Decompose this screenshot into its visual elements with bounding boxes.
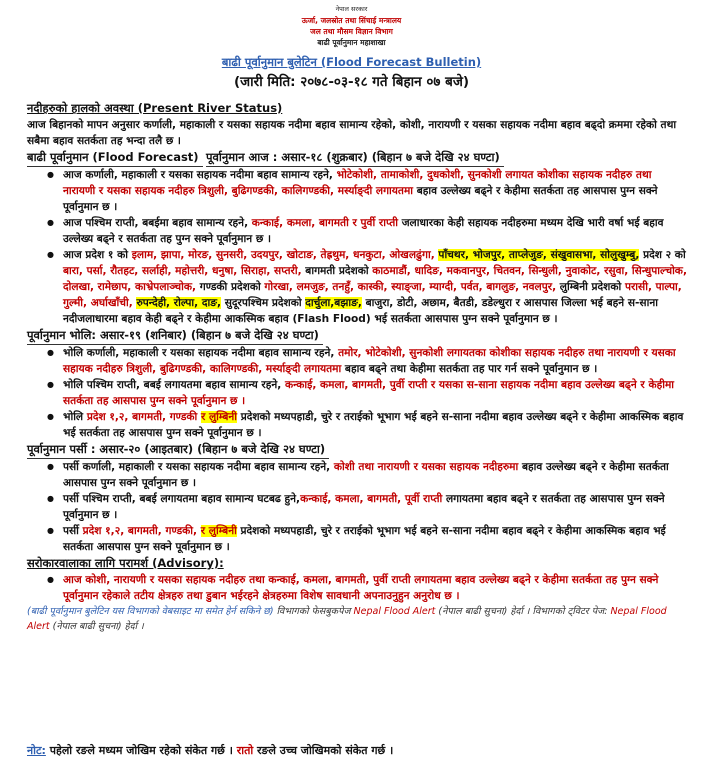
twitter-page-link[interactable]: Nepal Flood Alert xyxy=(27,606,667,632)
today-list xyxy=(27,167,687,327)
river-status-text: आज बिहानको मापन अनुसार कर्णाली, महाकाली र यसका सहायक नदीमा बहाव सामान्य रहेको, कोशी, नारायणी र यसका सहायक नदीमा बहाव बढ्दो क्रममा रहेको तथा सबैमा बहाव सतर्कता तह भन्दा तलै छ । xyxy=(27,119,677,147)
tomorrow-heading: पूर्वानुमान भोलि: असार-१९ (शनिबार) (बिहान ७ बजे देखि २४ घण्टा) xyxy=(27,327,323,345)
note-label: नोट: xyxy=(27,744,46,757)
list-item: ● पर्सी पश्चिम राप्ती, बबई लगायतमा बहाव सामान्य घटबढ हुने,कन्काई, कमला, बागमती, पूर्वी राप्ती लगायतमा बहाव बढ्ने र सतर्कता तह आसपास पुग्न सक्ने पूर्वानुमान छ । xyxy=(27,491,687,523)
issue-date: (जारी मिति: २०७८-०३-१८ गते बिहान ०७ बजे) xyxy=(233,74,470,90)
list-item: ● भोलि प्रदेश १,२, बागमती, गण्डकी र लुम्बिनी प्रदेशको मध्यपहाडी, चुरे र तराईको भूभाग भई बहने स-साना नदीमा बहाव उल्लेख्य बढ्ने र केहीमा आकस्मिक बहाव भई सतर्कता तह आसपास पुग्न सक्ने पूर्वानुमान छ । xyxy=(27,409,687,441)
list-item: ● पर्सी कर्णाली, महाकाली र यसका सहायक नदीमा बहाव सामान्य रहने, कोशी तथा नारायणी र यसका सहायक नदीहरुमा बहाव उल्लेख्य बढ्ने र केहीमा सतर्कता आसपास पुग्न सक्ने पूर्वानुमान छ । xyxy=(27,459,687,491)
facebook-page-link[interactable]: Nepal Flood Alert xyxy=(353,606,436,617)
river-status-heading: नदीहरुको हालको अवस्था (Present River Status) xyxy=(27,101,283,115)
ministry-line: ऊर्जा, जलस्रोत तथा सिंचाई मन्त्रालय xyxy=(301,16,402,25)
advisory-heading: सरोकारवालाका लागि परामर्श (Advisory): xyxy=(27,556,224,570)
highlight-yellow: र लुम्बिनी xyxy=(200,411,237,423)
tomorrow-list xyxy=(27,345,687,441)
bulletin-title: बाढी पूर्वानुमान बुलेटिन (Flood Forecast Bulletin) xyxy=(221,55,482,69)
division-line: बाढी पूर्वानुमान महाशाखा xyxy=(317,38,386,47)
website-note: (बाढी पूर्वानुमान बुलेटिन यस विभागको वेबसाइट मा समेत हेर्न सकिने छ) विभागको फेसबुकपेज Nepal Flood Alert (नेपाल बाढी सुचना) हेर्दा । विभागको ट्विटर पेज: Nepal Flood Alert (नेपाल बाढी सुचना) हेर्दा । xyxy=(27,606,667,632)
letterhead xyxy=(0,4,703,48)
list-item: ● आज पश्चिम राप्ती, बबईमा बहाव सामान्य रहने, कन्काई, कमला, बागमती र पुर्वी राप्ती जलाधारका केही सहायक नदीहरुमा मध्यम देखि भारी वर्षा भई बहाव उल्लेख्य बढ्ने र सतर्कता तह पुग्न सक्ने पूर्वानुमान छ । xyxy=(27,215,687,247)
advisory-list xyxy=(27,572,687,604)
list-item: ● आज प्रदेश १ को इलाम, झापा, मोरङ, सुनसरी, उदयपुर, खोटाङ, तेह्रथुम, धनकुटा, ओखलढुंगा, पाँचथर, भोजपुर, ताप्लेजुङ, संखुवासभा, सोलुखुम्बु, प्रदेश २ को बारा, पर्सा, रौतहट, सर्लाही, महोत्तरी, धनुषा, सिराहा, सप्तरी, बागमती प्रदेशको काठमाडौं, धादिङ, मकवानपुर, चितवन, सिन्धुली, नुवाकोट, रसुवा, सिन्धुपाल्चोक, दोलखा, रामेछाप, काभ्रेपलाञ्चोक, गण्डकी प्रदेशको गोरखा, लमजुङ, तनहुँ, कास्की, स्याङ्जा, म्याग्दी, पर्वत, बागलुङ, नवलपुर, लुम्बिनी प्रदेशको परासी, पाल्पा, गुल्मी, अर्घाखाँची, रुपन्देही, रोल्पा, दाङ, सुदूरपश्चिम प्रदेशको दार्चुला,बझाङ, बाजुरा, डोटी, अछाम, बैतडी, डडेल्धुरा र आसपास जिल्ला भई बहने स-साना नदीजलाधारमा बहाव केही बढ्ने र केहीमा आकस्मिक बहाव (Flash Flood) भई सतर्कता आसपास पुग्न सक्ने पूर्वानुमान छ । xyxy=(27,247,687,327)
list-item: ● आज कर्णाली, महाकाली र यसका सहायक नदीमा बहाव सामान्य रहने, भोटेकोशी, तामाकोशी, दुधकोशी, सुनकोशी लगायत कोशीका सहायक नदीहरु तथा नारायणी र यसका सहायक नदीहरु त्रिशुली, बुढिगण्डकी, कालिगण्डकी, मर्स्याङ्दी लगायतमा बहाव उल्लेख्य बढ्ने र केहीमा सतर्कता तह आसपास पुग्न सक्ने पूर्वानुमान छ । xyxy=(27,167,687,215)
today-heading: पूर्वानुमान आज : असार-१८ (शुक्रबार) (बिहान ७ बजे देखि २४ घण्टा) xyxy=(206,149,504,167)
gov-line: नेपाल सरकार xyxy=(335,5,368,13)
highlight-yellow: र लुम्बिनी xyxy=(200,525,237,537)
highlight-yellow: रुपन्देही, रोल्पा, दाङ, xyxy=(136,297,222,309)
list-item: ● आज कोशी, नारायणी र यसका सहायक नदीहरु तथा कन्काई, कमला, बागमती, पुर्वी राप्ती लगायतमा बहाव उल्लेख्य बढ्ने र केहीमा सतर्कता तह पुग्न सक्ने पूर्वानुमान रहेकाले तटीय क्षेत्रहरु तथा डुबान भईरहने क्षेत्रहरुमा विशेष सावधानी अपनाउनुहुन अनुरोध छ । xyxy=(27,572,687,604)
highlight-yellow: दार्चुला,बझाङ, xyxy=(305,297,362,309)
footer-note: नोट: पहेलो रङले मध्यम जोखिम रहेको संकेत गर्छ । रातो रङले उच्च जोखिमको संकेत गर्छ । xyxy=(27,744,394,757)
dayafter-list xyxy=(27,459,687,555)
dayafter-heading: पूर्वानुमान पर्सी : असार-२० (आइतबार) (बिहान ७ बजे देखि २४ घण्टा) xyxy=(27,441,329,459)
forecast-heading: बाढी पूर्वानुमान (Flood Forecast) xyxy=(27,149,203,167)
department-line: जल तथा मौसम विज्ञान विभाग xyxy=(310,27,393,36)
list-item: ● भोलि कर्णाली, महाकाली र यसका सहायक नदीमा बहाव सामान्य रहने, तमोर, भोटेकोशी, सुनकोशी लगायतका कोशीका सहायक नदीहरु तथा नारायणी र यसका सहायक नदीहरु त्रिशुली, बुढिगण्डकी, कालिगण्डकी, मर्स्याङ्दी लगायतमा बहाव बढ्ने तथा केहीमा सतर्कता तह पार गर्न सक्ने पूर्वानुमान छ । xyxy=(27,345,687,377)
bulletin-body xyxy=(27,100,687,634)
list-item: ● पर्सी प्रदेश १,२, बागमती, गण्डकी, र लुम्बिनी प्रदेशको मध्यपहाडी, चुरे र तराईको भूभाग भई बहने स-साना नदीमा बहाव बढ्ने र केहीमा आकस्मिक बहाव भई सतर्कता आसपास पुग्न सक्ने पूर्वानुमान छ । xyxy=(27,523,687,555)
highlight-yellow: पाँचथर, भोजपुर, ताप्लेजुङ, संखुवासभा, सोलुखुम्बु, xyxy=(438,249,640,261)
list-item: ● भोलि पश्चिम राप्ती, बबई लगायतमा बहाव सामान्य रहने, कन्काई, कमला, बागमती, पुर्वी राप्ती र यसका स-साना सहायक नदीमा बहाव उल्लेख्य बढ्ने र केहीमा सतर्कता तह आसपास पुग्न सक्ने पूर्वानुमान छ । xyxy=(27,377,687,409)
